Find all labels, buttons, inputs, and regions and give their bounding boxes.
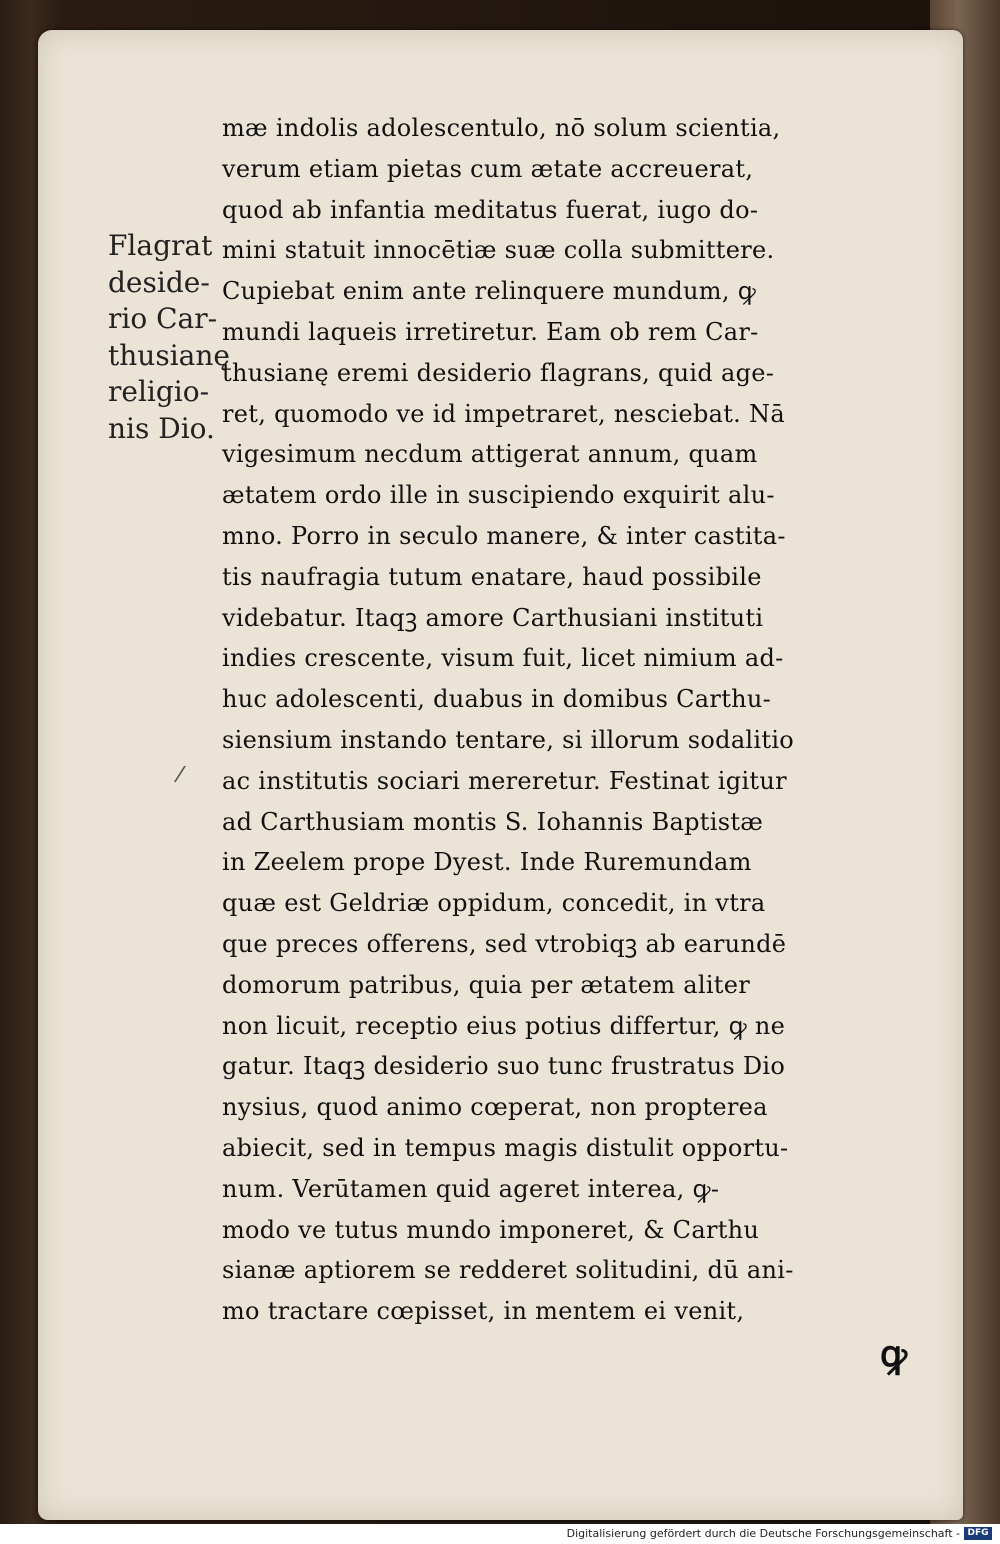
text-line: huc adolescenti, duabus in domibus Carthu- [222,685,772,714]
marginal-note-line: Flagrat [108,229,213,262]
stray-ink-mark: / [172,761,187,788]
marginal-note-line: deside- [108,265,210,299]
marginal-note-line: nis Dio. [108,411,215,445]
text-line: thusianę eremi desiderio flagrans, quid age- [222,358,775,387]
text-line: indies crescente, visum fuit, licet nimium ad- [222,644,784,673]
text-line: modo ve tutus mundo imponeret, & Carthu [222,1215,760,1244]
text-line: mno. Porro in seculo manere, & inter castita- [222,521,786,550]
text-line: mini statuit innocētiæ suæ colla submittere. [222,236,775,265]
text-line: mæ indolis adolescentulo, nō solum scientia, [222,114,781,142]
text-line: ret, quomodo ve id impetraret, nesciebat. Nā [222,399,785,428]
text-line: non licuit, receptio eius potius differtur, ꝙ ne [222,1011,786,1040]
footer-credit: Digitalisierung gefördert durch die Deutsche Forschungsgemeinschaft - [566,1527,960,1540]
text-line: mundi laqueis irretiretur. Eam ob rem Car- [222,317,759,346]
text-line: gatur. Itaqꝫ desiderio suo tunc frustratus Dio [222,1052,786,1081]
catchword: ꝙ [880,1333,908,1375]
text-line: videbatur. Itaqꝫ amore Carthusiani instituti [222,603,764,632]
text-line: sianæ aptiorem se redderet solitudini, dū ani- [222,1256,794,1285]
main-text-block [222,108,942,1332]
text-line: ætatem ordo ille in suscipiendo exquirit alu- [222,481,775,510]
marginal-note-line: religio- [108,375,210,408]
text-line: in Zeelem prope Dyest. Inde Ruremundam [222,848,752,877]
text-line: mo tractare cœpisset, in mentem ei venit, [222,1297,745,1326]
text-line: que preces offerens, sed vtrobiqꝫ ab earundē [222,929,787,958]
text-line: ad Carthusiam montis S. Iohannis Baptistæ [222,807,764,836]
marginal-note-line: rio Car- [108,302,218,335]
text-line: ac institutis sociari mereretur. Festinat igitur [222,766,787,795]
text-line: num. Verūtamen quid ageret interea, ꝙ- [222,1174,720,1203]
text-line: tis naufragia tutum enatare, haud possibile [222,562,762,591]
footer-bar [0,1524,1000,1544]
marginal-note-line: thusianę [108,338,230,372]
text-line: verum etiam pietas cum ætate accreuerat, [222,154,754,183]
text-line: quod ab infantia meditatus fuerat, iugo do- [222,195,759,224]
text-line: abiecit, sed in tempus magis distulit opportu- [222,1133,789,1162]
dfg-logo: DFG [964,1527,992,1540]
text-line: quæ est Geldriæ oppidum, concedit, in vtra [222,889,766,918]
text-line: Cupiebat enim ante relinquere mundum, ꝙ [222,277,757,306]
text-line: nysius, quod animo cœperat, non propterea [222,1093,768,1122]
text-line: siensium instando tentare, si illorum sodalitio [222,725,795,754]
marginal-note [108,228,230,447]
text-line: vigesimum necdum attigerat annum, quam [222,440,758,469]
text-line: domorum patribus, quia per ætatem aliter [222,970,751,999]
